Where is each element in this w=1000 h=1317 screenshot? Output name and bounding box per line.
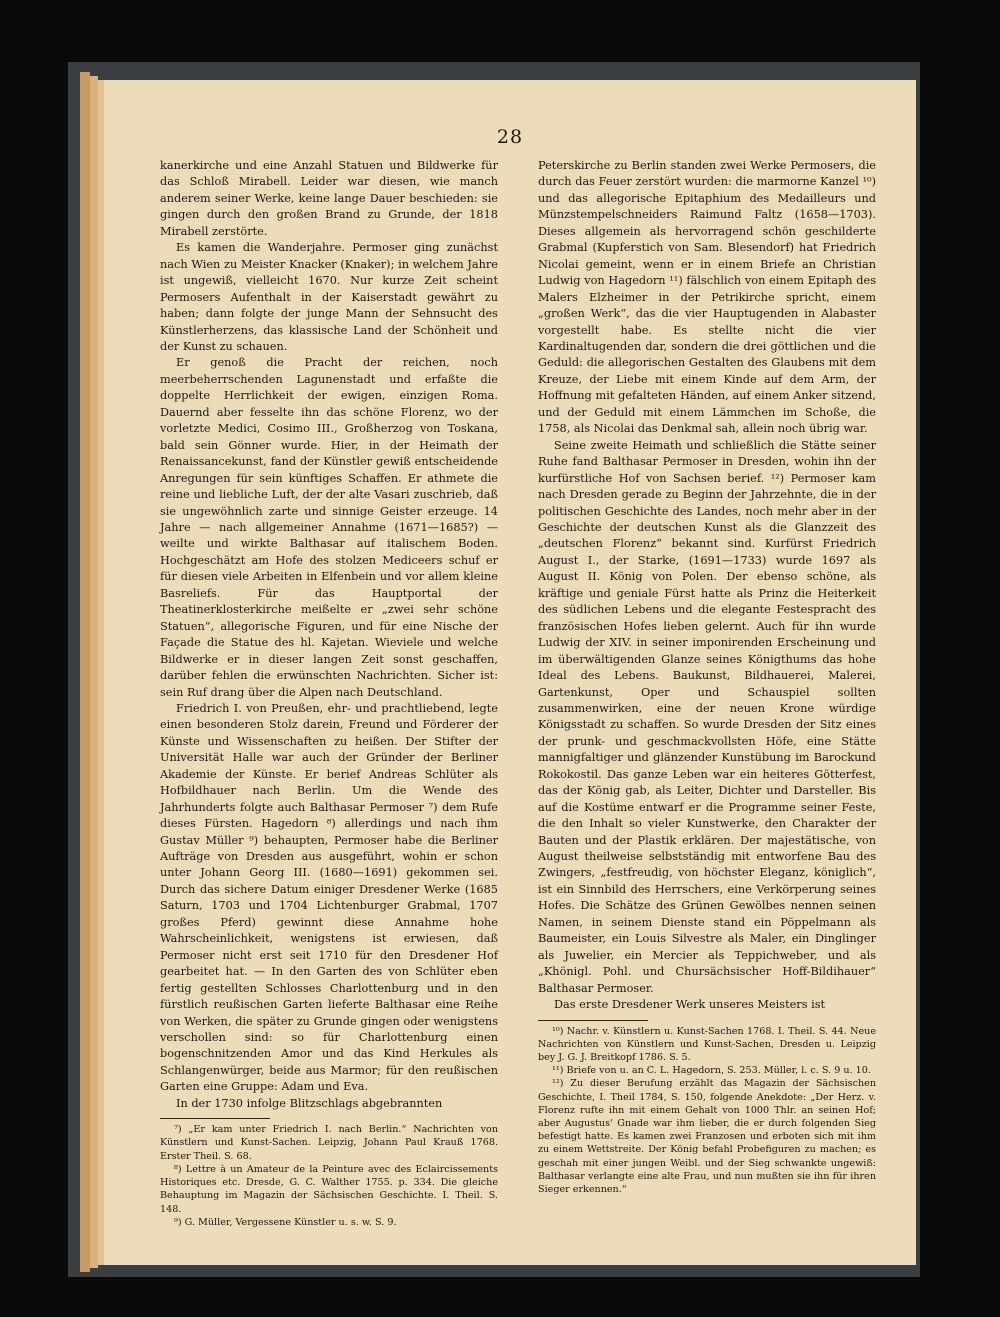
paragraph: Er genoß die Pracht der reichen, noch meerbeherrschenden Lagunenstadt und erfaßte die doppelte Herrlichkeit der ewigen, einzigen Roma. Dauernd aber fesselte ihn das schöne Florenz, wo der vorletzte Medici, Cosimo III., Großherzog von Toskana, bald sein Gönner wurde. Hier, in der Heimath der Renaissancekunst, fand der Künstler gewiß entscheidende Anregungen für sein künftiges Schaffen. Er athmete die reine und liebliche Luft, der der alte Vasari zuschrieb, daß sie ungewöhnlich zarte und sinnige Geister erzeuge. 14 Jahre — nach allgemeiner Annahme (1671—1685?) — weilte und wirkte Balthasar auf italischem Boden. Hochgeschätzt am Hofe des stolzen Mediceers schuf er für diesen viele Arbeiten in Elfenbein und vor allem kleine Basreliefs. Für das Hauptportal der Theatinerklosterkirche meißelte er „zwei sehr schöne Statuen“, allegorische Figuren, und für eine Nische der Façade die Statue des hl. Kajetan. Wieviele und welche Bildwerke er in dieser langen Zeit sonst geschaffen, darüber fehlen die erwünschten Nachrichten. Sicher ist: sein Ruf drang über die Alpen nach Deutschland. xyxy=(160,356,498,699)
paragraph: Seine zweite Heimath und schließlich die Stätte seiner Ruhe fand Balthasar Permoser in Dresden, wohin ihn der kurfürstliche Hof von Sachsen berief. ¹²) Permoser kam nach Dresden gerade zu Beginn der Jahrzehnte, die in der politischen Geschichte des Landes, noch mehr aber in der Geschichte der deutschen Kunst als die Glanzzeit des „deutschen Florenz“ bekannt sind. Kurfürst Friedrich August I., der Starke, (1691—1733) wurde 1697 als August II. König von Polen. Der ebenso schöne, als kräftige und geniale Fürst hatte als Prinz die Heiterkeit des südlichen Lebens und die elegante Festespracht des französischen Hofes lieben gelernt. Auch für ihn wurde Ludwig der XIV. in seiner imponirenden Erscheinung und im überwältigenden Glanze seines Königthums das hohe Ideal des Lebens. Baukunst, Bildhauerei, Malerei, Gartenkunst, Oper und Schauspiel sollten zusammenwirken, eine der neuen Krone würdige Königsstadt zu schaffen. So wurde Dresden der Sitz eines der prunk- und geschmackvollsten Höfe, eine Stätte mannigfaltiger und glänzender Kunstübung im Barockund Rokokostil. Das ganze Leben war ein heiteres Götterfest, das der König gab, als Leiter, Dichter und Darsteller. Bis auf die Kostüme entwarf er die Programme seiner Feste, die den Inhalt so vieler Kunstwerke, den Charakter der Bauten und der Plastik erklären. Der majestätische, von August theilweise selbstständig mit entworfene Bau des Zwingers, „festfreudig, von höchster Eleganz, königlich“, ist ein Sinnbild des Herrschers, eine Verkörperung seines Hofes. Die Schätze des Grünen Gewölbes nennen seinen Namen, in seinem Dienste stand ein Pöppelmann als Baumeister, ein Louis Silvestre als Maler, ein Dinglinger als Juwelier, ein Mercier als Teppichweber, und als „Khönigl. Pohl. und Chursächsischer Hoff-Bildihauer“ Balthasar Permoser. xyxy=(538,438,876,995)
footnote: ¹²) Zu dieser Berufung erzählt das Magazin der Sächsischen Geschichte, I. Theil 1784, S. 150, folgende Anekdote: „Der Herz. v. Florenz rufte ihn mit einem Gehalt von 1000 Thlr. an seinen Hof; aber Augustus' Gnade war ihm lieber, die er durch folgenden Sieg befestigt hatte. Es kamen zwei Franzosen und erboten sich mit ihm zu einem Wettstreite. Der König befahl Probefiguren zu machen; es geschah mit einer jungen Weibl. und der Sieg schwankte ungewiß: Balthasar verlangte eine alte Frau, und nun mußten sie ihn für ihren Sieger erkennen.“ xyxy=(538,1078,876,1195)
footnote: ⁹) G. Müller, Vergessene Künstler u. s. w. S. 9. xyxy=(174,1216,397,1228)
paragraph: Es kamen die Wanderjahre. Permoser ging zunächst nach Wien zu Meister Knacker (Knaker); in welchem Jahre ist ungewiß, vielleicht 1670. Nur kurze Zeit scheint Permosers Aufenthalt in der Kaiserstadt gewährt zu haben; dann folgte der junge Mann der Sehnsucht des Künstlerherzens, das klassische Land der Schönheit und der Kunst zu schauen. xyxy=(160,241,498,353)
page-edges xyxy=(90,76,98,1268)
footnote-divider xyxy=(538,1020,648,1021)
paragraph: kanerkirche und eine Anzahl Statuen und Bildwerke für das Schloß Mirabell. Leider war diesen, wie manch anderem seiner Werke, keine lange Dauer beschieden: sie gingen durch den großen Brand zu Grunde, der 1818 Mirabell zerstörte. xyxy=(160,159,498,238)
footnote: ¹⁰) Nachr. v. Künstlern u. Kunst-Sachen 1768. I. Theil. S. 44. Neue Nachrichten von Künstlern und Kunst-Sachen, Dresden u. Leipzig bey J. G. J. Breitkopf 1786. S. 5. xyxy=(538,1025,876,1063)
paragraph: Das erste Dresdener Werk unseres Meisters ist xyxy=(554,998,826,1012)
right-footnotes xyxy=(538,1025,876,1197)
page-edges xyxy=(80,72,90,1272)
page-number: 28 xyxy=(496,126,524,148)
footnote: ¹¹) Briefe von u. an C. L. Hagedorn, S. 253. Müller, l. c. S. 9 u. 10. xyxy=(552,1065,871,1077)
paragraph: Peterskirche zu Berlin standen zwei Werke Permosers, die durch das Feuer zerstört wurden: die marmorne Kanzel ¹⁰) und das allegorische Epitaphium des Medailleurs und Münzstempelschneiders Raimund Faltz (1658—1703). Dieses allgemein als hervorragend schön geschilderte Grabmal (Kupferstich von Sam. Blesendorf) hat Friedrich Nicolai gemeint, wenn er in einem Briefe an Christian Ludwig von Hagedorn ¹¹) fälschlich von einem Epitaph des Malers Elzheimer in der Petrikirche spricht, einem „großen Werk“, das die vier Hauptugenden in Alabaster vorgestellt habe. Es stellte nicht die vier Kardinaltugenden dar, sondern die drei göttlichen und die Geduld: die allegorischen Gestalten des Glaubens mit dem Kreuze, der Liebe mit einem Kinde auf dem Arm, der Hoffnung mit gefalteten Händen, auf einem Anker sitzend, und der Geduld mit einem Lämmchen im Schoße, die 1758, als Nicolai das Denkmal sah, allein noch übrig war. xyxy=(538,159,876,436)
book-page xyxy=(104,80,916,1265)
left-column xyxy=(160,158,498,1229)
footnote: ⁷) „Er kam unter Friedrich I. nach Berlin.“ Nachrichten von Künstlern und Kunst-Sachen. Leipzig, Johann Paul Krauß 1768. Erster Theil. S. 68. xyxy=(160,1124,498,1162)
left-column-body xyxy=(160,158,498,1112)
paragraph: In der 1730 infolge Blitzschlags abgebrannten xyxy=(176,1096,443,1110)
right-column xyxy=(538,158,876,1196)
footnote-divider xyxy=(160,1118,270,1119)
left-footnotes xyxy=(160,1123,498,1229)
footnote: ⁸) Lettre à un Amateur de la Peinture avec des Eclaircissements Historiques etc. Dresde, G. C. Walther 1755. p. 334. Die gleiche Behauptung im Magazin der Sächsischen Geschichte. I. Theil. S. 148. xyxy=(160,1163,498,1215)
paragraph: Friedrich I. von Preußen, ehr- und prachtliebend, legte einen besonderen Stolz darein, Freund und Förderer der Künste und Wissenschaften zu heißen. Der Stifter der Universität Halle war auch der Gründer der Berliner Akademie der Künste. Er berief Andreas Schlüter als Hofbildhauer nach Berlin. Um die Wende des Jahrhunderts folgte auch Balthasar Permoser ⁷) dem Rufe dieses Fürsten. Hagedorn ⁸) allerdings und nach ihm Gustav Müller ⁹) behaupten, Permoser habe die Berliner Aufträge von Dresden aus ausgeführt, wohin er schon unter Johann Georg III. (1680—1691) gekommen sei. Durch das sichere Datum einiger Dresdener Werke (1685 Saturn, 1703 und 1704 Lichtenburger Grabmal, 1707 großes Pferd) gewinnt diese Annahme hohe Wahrscheinlichkeit, wenigstens ist erwiesen, daß Permoser nicht erst seit 1710 für den Dresdener Hof gearbeitet hat. — In den Garten des von Schlüter eben fertig gestellten Schlosses Charlottenburg und in den fürstlich reußischen Garten lieferte Balthasar eine Reihe von Werken, die später zu Grunde gingen oder wenigstens verschollen sind: so für Charlottenburg einen bogenschnitzenden Amor und das Kind Herkules als Schlangenwürger, beide aus Marmor; für den reußischen Garten eine Gruppe: Adam und Eva. xyxy=(160,701,498,1094)
right-column-body xyxy=(538,158,876,1014)
